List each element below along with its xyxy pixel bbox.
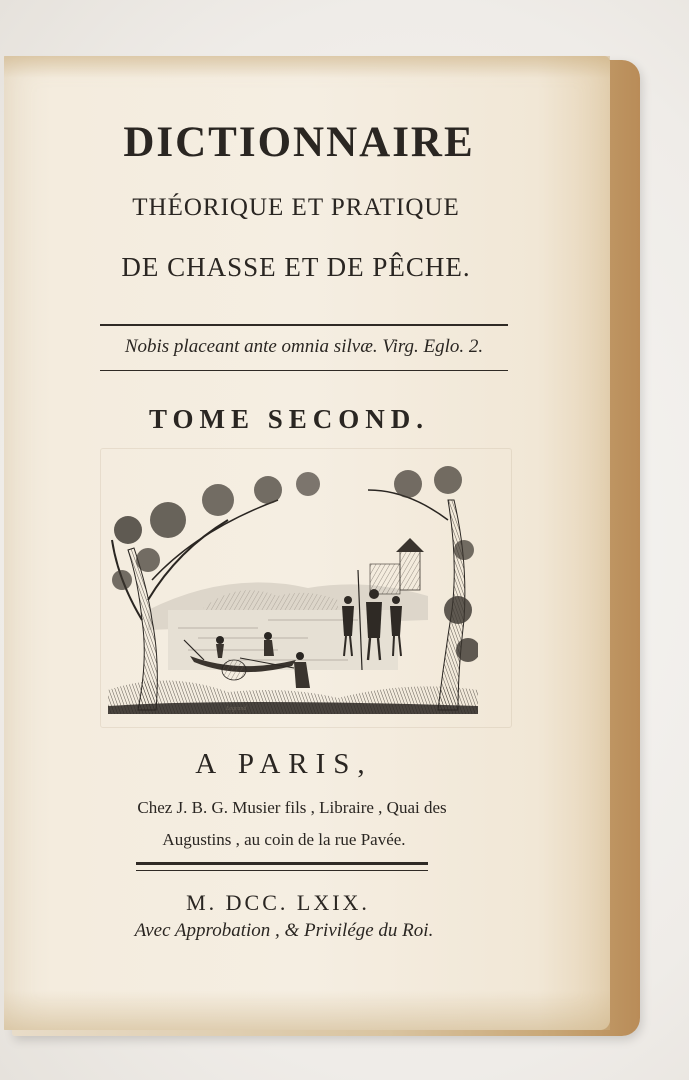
imprint-date: M. DCC. LXIX. — [186, 890, 370, 915]
imprint-rule-top — [136, 862, 428, 865]
publisher-line1: Chez J. B. G. Musier fils , Libraire , Quai des — [137, 798, 447, 817]
motto-rule-top — [100, 324, 508, 326]
imprint-rule-bottom — [136, 870, 428, 871]
engraver-signature: Legrand — [226, 706, 247, 712]
book — [4, 56, 638, 1036]
imprint-place: A PARIS, — [195, 748, 373, 780]
book-title: DICTIONNAIRE — [123, 119, 475, 166]
book-subtitle-line1: THÉORIQUE ET PRATIQUE — [132, 194, 460, 221]
top-foxing — [4, 56, 610, 78]
privilege-line: Avec Approbation , & Privilége du Roi. — [134, 920, 434, 941]
motto: Nobis placeant ante omnia silvæ. Virg. Eglo. 2. — [124, 336, 484, 357]
bottom-foxing — [4, 990, 610, 1030]
title-page — [4, 56, 610, 1030]
book-subtitle-line2: DE CHASSE ET DE PÊCHE. — [121, 252, 471, 282]
motto-rule-bottom — [100, 370, 508, 371]
volume-label: TOME SECOND. — [148, 404, 430, 434]
publisher-line2: Augustins , au coin de la rue Pavée. — [162, 830, 406, 849]
engraved-vignette — [108, 460, 478, 714]
